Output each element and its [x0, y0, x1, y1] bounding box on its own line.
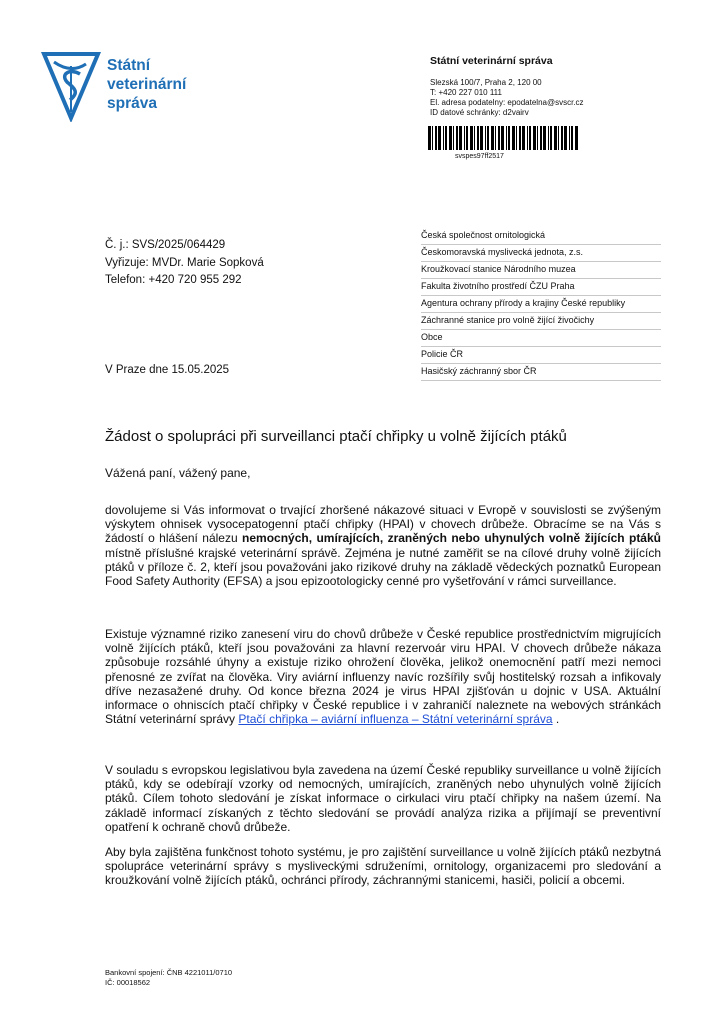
barcode-text: svspes97ff2517: [455, 153, 504, 160]
recipient-item: Kroužkovací stanice Národního muzea: [421, 262, 661, 279]
company-id: IČ: 00018562: [105, 977, 151, 987]
paragraph-4: Aby byla zajištěna funkčnost tohoto systému, je pro zajištění surveillance u volně žijících ptáků nezbytná spolupráce veterinární správy s mysliveckými sdruženími, ornitology, organizacemi pro sledování a kroužkování volně žijících ptáků, ochránci přírody, záchrannými stanicemi, hasiči, policií a obcemi.: [105, 845, 661, 888]
recipient-item: Hasičský záchranný sbor ČR: [421, 364, 661, 381]
recipient-item: Agentura ochrany přírody a krajiny České republiky: [421, 296, 661, 313]
reference-number: Č. j.: SVS/2025/064429: [105, 239, 226, 251]
handler-phone: Telefon: +420 720 955 292: [105, 274, 242, 286]
letter-subject: Žádost o spolupráci při surveillanci ptačí chřipky u volně žijících ptáků: [105, 428, 567, 445]
recipient-item: Fakulta životního prostředí ČZU Praha: [421, 279, 661, 296]
sender-address: Slezská 100/7, Praha 2, 120 00: [430, 78, 542, 87]
bird-flu-link[interactable]: Ptačí chřipka – aviární influenza – Státní veterinární správa: [238, 712, 553, 727]
sender-databox: ID datové schránky: d2vairv: [430, 108, 529, 117]
recipient-item: Obce: [421, 330, 661, 347]
bank-account: Bankovní spojení: ČNB 4221011/0710: [105, 968, 233, 977]
barcode: [428, 126, 578, 150]
letter-date: V Praze dne 15.05.2025: [105, 364, 230, 376]
recipient-item: Záchranné stanice pro volně žijící živočichy: [421, 313, 661, 330]
paragraph-1: dovolujeme si Vás informovat o trvající zhoršené nákazové situaci v Evropě v souvislosti se zvýšeným výskytem ohnisek vysocepatogenní ptačí chřipky (HPAI) v chovech drůbeže. Obracíme se na Vás s žádostí o hlášení nálezu nemocných, umírajících, zraněných nebo uhynulých volně žijících ptáků místně příslušné krajské veterinární správě. Zejména je nutné zaměřit se na cílové druhy volně žijících ptáků v příloze č. 2, kteří jsou považováni jako rizikové druhy na základě vědeckých poznatků European Food Safety Authority (EFSA) a jsou epizootologicky cenné pro vyšetřování v rámci surveillance.: [105, 503, 661, 589]
handler: Vyřizuje: MVDr. Marie Sopková: [105, 256, 264, 269]
footer: [105, 968, 232, 987]
sender-name: Státní veterinární správa: [430, 55, 553, 67]
svs-logo-emblem: [40, 50, 102, 122]
sender-contact: [430, 78, 584, 118]
recipient-item: Českomoravská myslivecká jednota, z.s.: [421, 245, 661, 262]
paragraph-3: V souladu s evropskou legislativou byla zavedena na území České republiky surveillance u volně žijících ptáků, kdy se odebírají vzorky od nemocných, umírajících, zraněných nebo uhynulých volně žijících ptáků. Cílem tohoto sledování je získat informace o cirkulaci viru ptačí chřipky na našem území. Na základě informací získaných z těchto sledování se provádí analýza rizika a přijímají se preventivní opatření k ochraně chovů drůbeže.: [105, 763, 661, 834]
reference-block: [105, 237, 264, 290]
paragraph-2: Existuje významné riziko zanesení viru do chovů drůbeže v České republice prostřednictvím migrujících volně žijících ptáků, kteří jsou považováni za hlavní rezervoár viru HPAI. V chovech drůbeže nákaza způsobuje rozsáhlé úhyny a existuje riziko ohrožení člověka, jelikož onemocnění patří mezi nemoci přenosné ze zvířat na člověka. Viry aviární influenzy navíc rozšířily svůj hostitelský rozsah a infikovaly dříve nezasažené druhy. Od konce března 2024 je virus HPAI zjišťován u dojnic v USA. Aktuální informace o ohniscích ptačí chřipky v České republice i v zahraničí naleznete na webových stránkách Státní veterinární správy Ptačí chřipka – aviární influenza – Státní veterinární správa .: [105, 627, 661, 727]
recipient-item: Česká společnost ornitologická: [421, 228, 661, 245]
sender-phone: T: +420 227 010 111: [430, 88, 502, 97]
logo-wordmark: Státní veterinární správa: [107, 57, 187, 112]
recipient-item: Policie ČR: [421, 347, 661, 364]
emphasis: nemocných, umírajících, zraněných nebo uhynulých volně žijících ptáků: [242, 531, 661, 546]
recipient-list: [421, 228, 661, 381]
salutation: Vážená paní, vážený pane,: [105, 466, 251, 480]
sender-email: El. adresa podatelny: epodatelna@svscr.cz: [430, 98, 584, 107]
